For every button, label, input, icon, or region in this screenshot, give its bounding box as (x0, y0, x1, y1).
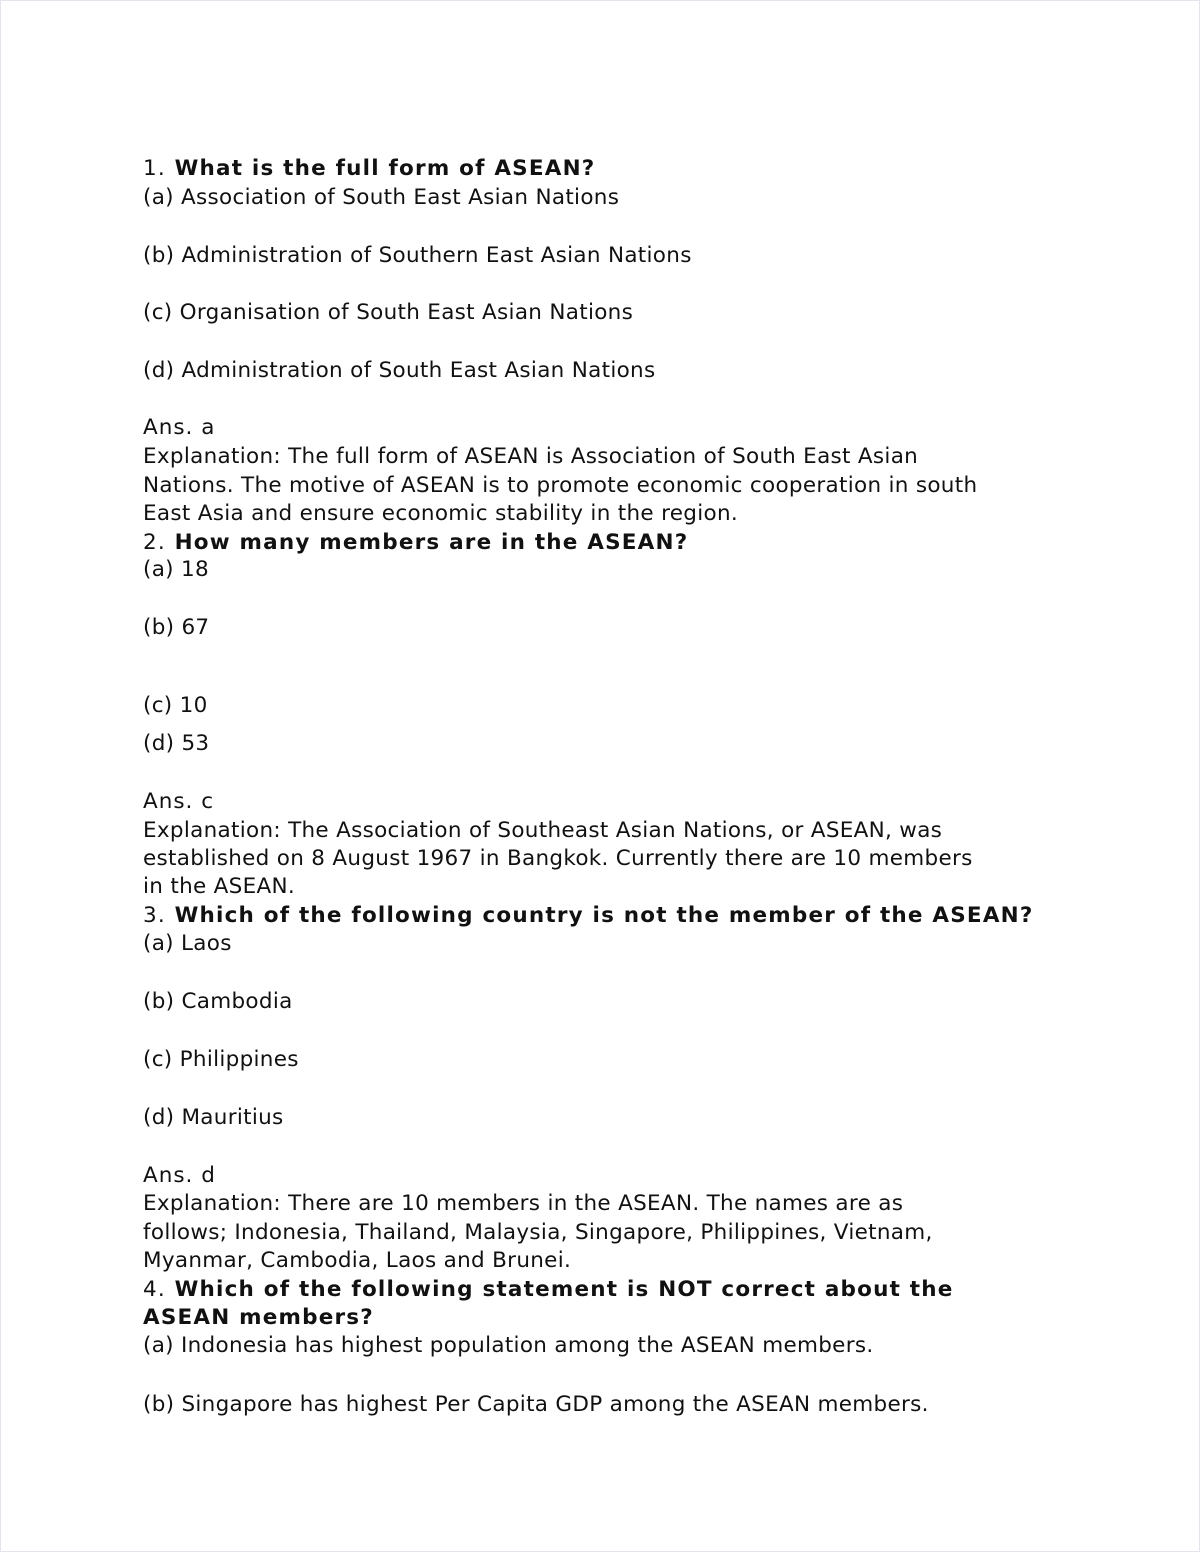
q3-explanation-line: Explanation: There are 10 members in the ASEAN. The names are as (143, 1191, 904, 1216)
q2-explanation-line: in the ASEAN. (143, 874, 296, 899)
q1-option-a: (a) Association of South East Asian Nations (143, 185, 620, 210)
q2-option-c: (c) 10 (143, 693, 208, 718)
q4-option-a: (a) Indonesia has highest population among the ASEAN members. (143, 1333, 874, 1358)
q3-explanation-line: follows; Indonesia, Thailand, Malaysia, Singapore, Philippines, Vietnam, (143, 1220, 933, 1245)
q2-explanation-line: established on 8 August 1967 in Bangkok. Currently there are 10 members (143, 846, 973, 871)
q2-option-d: (d) 53 (143, 731, 210, 756)
question-4-number: 4. (143, 1277, 166, 1302)
question-4-text-line: ASEAN members? (143, 1305, 374, 1330)
question-3-title (143, 902, 1034, 930)
q3-option-c: (c) Philippines (143, 1047, 299, 1072)
q2-explanation-line: Explanation: The Association of Southeast Asian Nations, or ASEAN, was (143, 818, 943, 843)
question-2-number: 2. (143, 530, 166, 555)
q4-option-b: (b) Singapore has highest Per Capita GDP among the ASEAN members. (143, 1392, 929, 1417)
question-4-title (143, 1276, 954, 1304)
q3-option-a: (a) Laos (143, 931, 232, 956)
q3-explanation-line: Myanmar, Cambodia, Laos and Brunei. (143, 1248, 572, 1273)
q1-explanation-line: Nations. The motive of ASEAN is to promote economic cooperation in south (143, 473, 978, 498)
question-1-text: What is the full form of ASEAN? (174, 156, 596, 181)
q3-answer: Ans. d (143, 1163, 216, 1188)
question-2-text: How many members are in the ASEAN? (174, 530, 689, 555)
q1-answer: Ans. a (143, 415, 216, 440)
question-2-title (143, 529, 688, 557)
question-1-number: 1. (143, 156, 166, 181)
q1-explanation-line: Explanation: The full form of ASEAN is Association of South East Asian (143, 444, 919, 469)
question-4-text-line: Which of the following statement is NOT correct about the (174, 1277, 954, 1302)
question-3-number: 3. (143, 903, 166, 928)
q1-option-b: (b) Administration of Southern East Asian Nations (143, 243, 692, 268)
q2-option-a: (a) 18 (143, 557, 209, 582)
q2-option-b: (b) 67 (143, 615, 210, 640)
question-1-title (143, 155, 595, 183)
question-3-text: Which of the following country is not the member of the ASEAN? (174, 903, 1034, 928)
q1-option-c: (c) Organisation of South East Asian Nations (143, 300, 634, 325)
q3-option-b: (b) Cambodia (143, 989, 293, 1014)
q1-option-d: (d) Administration of South East Asian Nations (143, 358, 656, 383)
q3-option-d: (d) Mauritius (143, 1105, 284, 1130)
q1-explanation-line: East Asia and ensure economic stability in the region. (143, 501, 739, 526)
q2-answer: Ans. c (143, 789, 215, 814)
